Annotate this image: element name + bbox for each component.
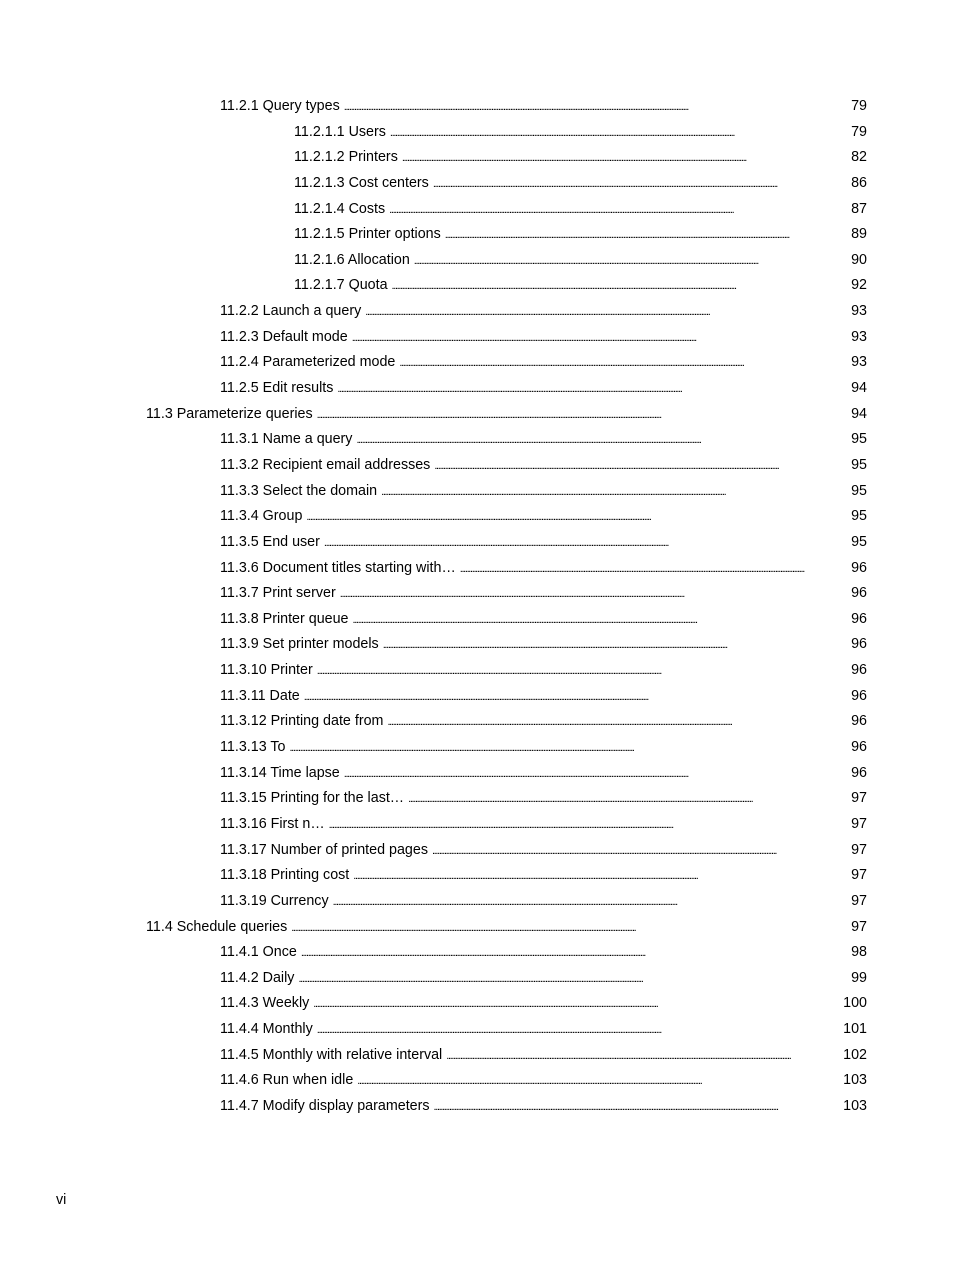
toc-entry[interactable] [0, 761, 954, 787]
toc-entry-page-number: 94 [851, 405, 867, 422]
toc-entry-page-number: 96 [851, 662, 867, 679]
dot-leader [432, 838, 847, 865]
dot-leader [317, 658, 847, 685]
dot-leader [304, 684, 847, 711]
toc-entry-page-number: 79 [851, 123, 867, 140]
toc-entry[interactable] [0, 427, 954, 453]
toc-entry-title: 11.3.3 Select the domain [220, 482, 378, 499]
toc-entry-title: 11.3.8 Printer queue [220, 610, 349, 627]
toc-entry-page-number: 97 [851, 918, 867, 935]
toc-entry-title: 11.3.11 Date [220, 687, 300, 704]
dot-leader [434, 1094, 840, 1121]
toc-entry-page-number: 96 [851, 610, 867, 627]
dot-leader [353, 863, 847, 890]
dot-leader [333, 889, 847, 916]
toc-entry-title: 11.4.3 Weekly [220, 995, 310, 1012]
toc-entry[interactable] [0, 1043, 954, 1069]
dot-leader [317, 402, 847, 429]
toc-entry-title: 11.4.7 Modify display parameters [220, 1097, 430, 1114]
dot-leader [352, 325, 847, 352]
toc-entry[interactable] [0, 915, 954, 941]
dot-leader [365, 299, 847, 326]
dot-leader [353, 607, 848, 634]
toc-entry[interactable] [0, 197, 954, 223]
toc-entry[interactable] [0, 171, 954, 197]
toc-entry[interactable] [0, 273, 954, 299]
dot-leader [301, 940, 847, 967]
toc-entry[interactable] [0, 299, 954, 325]
dot-leader [337, 376, 847, 403]
toc-entry[interactable] [0, 889, 954, 915]
toc-entry-page-number: 93 [851, 303, 867, 320]
toc-entry-page-number: 95 [851, 508, 867, 525]
toc-entry-page-number: 103 [843, 1097, 867, 1114]
toc-entry[interactable] [0, 1068, 954, 1094]
toc-entry-title: 11.3.12 Printing date from [220, 713, 384, 730]
toc-entry[interactable] [0, 376, 954, 402]
toc-entry-page-number: 97 [851, 815, 867, 832]
toc-entry-title: 11.3.14 Time lapse [220, 764, 340, 781]
toc-entry-title: 11.4.1 Once [220, 944, 297, 961]
toc-entry-title: 11.4.6 Run when idle [220, 1072, 354, 1089]
toc-entry[interactable] [0, 504, 954, 530]
toc-entry[interactable] [0, 991, 954, 1017]
toc-entry-page-number: 96 [851, 636, 867, 653]
toc-entry-title: 11.4.5 Monthly with relative interval [220, 1046, 443, 1063]
toc-entry-title: 11.3.5 End user [220, 533, 320, 550]
dot-leader [340, 581, 847, 608]
toc-entry-page-number: 96 [851, 585, 867, 602]
table-of-contents [0, 94, 954, 1120]
toc-entry[interactable] [0, 632, 954, 658]
dot-leader [344, 761, 847, 788]
toc-entry-title: 11.3.18 Printing cost [220, 867, 350, 884]
toc-entry-page-number: 79 [851, 98, 867, 114]
toc-entry-page-number: 102 [843, 1046, 867, 1063]
toc-entry-page-number: 99 [851, 969, 867, 986]
toc-entry[interactable] [0, 479, 954, 505]
toc-entry[interactable] [0, 735, 954, 761]
toc-entry-title: 11.4 Schedule queries [146, 918, 288, 935]
dot-leader [389, 197, 847, 224]
toc-entry-page-number: 95 [851, 456, 867, 473]
toc-entry-title: 11.2.1.2 Printers [294, 149, 398, 166]
toc-entry-title: 11.2.1.4 Costs [294, 200, 386, 217]
dot-leader [298, 966, 847, 993]
toc-entry-page-number: 89 [851, 226, 867, 243]
toc-entry-title: 11.3.1 Name a query [220, 431, 353, 448]
toc-entry-page-number: 97 [851, 841, 867, 858]
toc-entry-page-number: 96 [851, 713, 867, 730]
dot-leader [392, 273, 848, 300]
toc-entry-title: 11.2.2 Launch a query [220, 303, 362, 320]
toc-entry-title: 11.2.1 Query types [220, 98, 340, 114]
toc-entry-title: 11.3.16 First n… [220, 815, 325, 832]
toc-entry-page-number: 96 [851, 739, 867, 756]
toc-entry-page-number: 96 [851, 559, 867, 576]
toc-entry-title: 11.4.4 Monthly [220, 1021, 313, 1038]
toc-entry-title: 11.3 Parameterize queries [146, 405, 313, 422]
dot-leader [414, 248, 847, 275]
toc-entry-page-number: 101 [843, 1021, 867, 1038]
toc-entry-title: 11.3.19 Currency [220, 892, 329, 909]
toc-entry[interactable] [0, 709, 954, 735]
dot-leader [329, 812, 847, 839]
toc-entry-page-number: 93 [851, 328, 867, 345]
toc-entry[interactable] [0, 1017, 954, 1043]
toc-entry[interactable] [0, 530, 954, 556]
dot-leader [387, 709, 847, 736]
toc-entry-title: 11.2.4 Parameterized mode [220, 354, 396, 371]
toc-entry-page-number: 94 [851, 380, 867, 397]
toc-entry-page-number: 95 [851, 533, 867, 550]
toc-entry-page-number: 95 [851, 482, 867, 499]
dot-leader [408, 786, 847, 813]
toc-entry[interactable] [0, 684, 954, 710]
toc-entry-title: 11.4.2 Daily [220, 969, 295, 986]
toc-entry-title: 11.3.2 Recipient email addresses [220, 456, 431, 473]
toc-entry[interactable] [0, 658, 954, 684]
dot-leader [399, 350, 847, 377]
toc-entry-title: 11.3.17 Number of printed pages [220, 841, 428, 858]
toc-entry[interactable] [0, 838, 954, 864]
toc-entry[interactable] [0, 94, 954, 120]
toc-entry[interactable] [0, 812, 954, 838]
dot-leader [324, 530, 847, 557]
dot-leader [383, 632, 847, 659]
toc-entry-page-number: 95 [851, 431, 867, 448]
dot-leader [460, 556, 847, 583]
dot-leader [434, 453, 847, 480]
toc-entry[interactable] [0, 1094, 954, 1120]
toc-entry-page-number: 97 [851, 867, 867, 884]
toc-entry-page-number: 86 [851, 174, 867, 191]
toc-entry-page-number: 96 [851, 687, 867, 704]
dot-leader [390, 120, 847, 147]
toc-entry-title: 11.2.1.6 Allocation [294, 251, 410, 268]
toc-entry[interactable] [0, 863, 954, 889]
toc-entry[interactable] [0, 222, 954, 248]
toc-entry[interactable] [0, 607, 954, 633]
toc-entry-page-number: 97 [851, 790, 867, 807]
toc-entry-page-number: 90 [851, 251, 867, 268]
dot-leader [381, 479, 847, 506]
toc-entry-page-number: 100 [843, 995, 867, 1012]
toc-entry-title: 11.3.10 Printer [220, 662, 313, 679]
dot-leader [446, 1043, 839, 1070]
dot-leader [306, 504, 847, 531]
toc-entry-page-number: 96 [851, 764, 867, 781]
dot-leader [356, 427, 847, 454]
toc-entry-title: 11.2.5 Edit results [220, 380, 334, 397]
toc-entry[interactable] [0, 453, 954, 479]
toc-entry-page-number: 98 [851, 944, 867, 961]
toc-entry-page-number: 82 [851, 149, 867, 166]
toc-entry-title: 11.2.1.7 Quota [294, 277, 388, 294]
toc-entry-page-number: 93 [851, 354, 867, 371]
toc-entry[interactable] [0, 402, 954, 428]
dot-leader [357, 1068, 839, 1095]
toc-entry-title: 11.2.1.5 Printer options [294, 226, 441, 243]
toc-entry[interactable] [0, 581, 954, 607]
toc-entry[interactable] [0, 145, 954, 171]
dot-leader [313, 991, 839, 1018]
dot-leader [445, 222, 847, 249]
toc-entry[interactable] [0, 786, 954, 812]
toc-entry-page-number: 92 [851, 277, 867, 294]
toc-entry-title: 11.3.13 To [220, 739, 286, 756]
toc-entry-page-number: 97 [851, 892, 867, 909]
dot-leader [344, 94, 847, 121]
toc-entry[interactable] [0, 248, 954, 274]
toc-entry-title: 11.2.1.1 Users [294, 123, 386, 140]
toc-entry-title: 11.3.7 Print server [220, 585, 336, 602]
toc-entry[interactable] [0, 966, 954, 992]
dot-leader [402, 145, 847, 172]
page-number: vi [56, 1192, 67, 1208]
toc-entry-title: 11.3.9 Set printer models [220, 636, 379, 653]
toc-entry[interactable] [0, 940, 954, 966]
toc-entry[interactable] [0, 120, 954, 146]
toc-entry-page-number: 103 [843, 1072, 867, 1089]
toc-entry-title: 11.2.1.3 Cost centers [294, 174, 429, 191]
dot-leader [433, 171, 847, 198]
toc-entry-page-number: 87 [851, 200, 867, 217]
dot-leader [291, 915, 847, 942]
toc-entry-title: 11.3.15 Printing for the last… [220, 790, 405, 807]
toc-entry-title: 11.2.3 Default mode [220, 328, 348, 345]
toc-entry[interactable] [0, 350, 954, 376]
toc-entry-title: 11.3.4 Group [220, 508, 303, 525]
toc-entry[interactable] [0, 556, 954, 582]
dot-leader [317, 1017, 839, 1044]
toc-entry-title: 11.3.6 Document titles starting with… [220, 559, 456, 576]
toc-entry[interactable] [0, 325, 954, 351]
dot-leader [289, 735, 847, 762]
